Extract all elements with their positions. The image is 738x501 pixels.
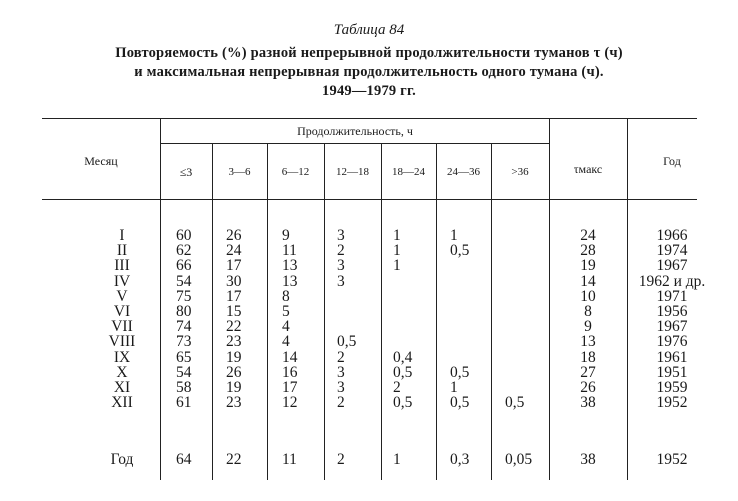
table-row-month: III — [114, 257, 130, 275]
table-row-value: 23 — [226, 394, 242, 412]
table-row-month: I — [119, 227, 125, 244]
table-row-tmax: 10 — [580, 287, 596, 305]
table-row-value: 0,5 — [337, 333, 357, 351]
table-caption: Таблица 84 — [333, 22, 405, 38]
table-row-tmax: 8 — [584, 303, 592, 320]
table-row-value: 8 — [282, 287, 290, 305]
table-row-value: 73 — [176, 333, 192, 351]
table-row-tmax: 38 — [580, 394, 596, 412]
table-row-value: 65 — [176, 348, 192, 366]
table-row-value: 13 — [282, 257, 298, 275]
table-row-value: 19 — [226, 348, 242, 366]
table-row-value: 61 — [176, 394, 192, 412]
table-row-value: 54 — [176, 363, 192, 381]
table-row-month: II — [116, 242, 128, 260]
table-row-tmax: 18 — [580, 348, 596, 366]
table-row-value: 54 — [176, 272, 192, 290]
table-row-value: 4 — [282, 318, 290, 336]
total-row-value: 11 — [282, 451, 297, 468]
total-row-tmax: 38 — [580, 451, 596, 468]
total-row-value: 22 — [226, 451, 242, 468]
table-row-value: 15 — [226, 303, 242, 320]
table-row-tmax: 19 — [580, 257, 596, 275]
table-row-year: 1962 и др. — [638, 272, 706, 290]
header-duration-7: >36 — [511, 166, 529, 178]
header-tmax: τмакс — [573, 162, 603, 176]
table-row-value: 80 — [176, 303, 192, 320]
header-duration-6: 24—36 — [447, 166, 480, 178]
table-row-value: 3 — [337, 272, 345, 290]
total-row-value: 2 — [337, 451, 345, 468]
table-row-year: 1961 — [656, 348, 688, 366]
table-row-value: 4 — [282, 333, 290, 351]
table-row-value: 11 — [282, 242, 297, 260]
table-row-value: 1 — [450, 227, 458, 244]
table-row-value: 26 — [226, 227, 242, 244]
table-row-year: 1952 — [656, 394, 688, 412]
table-row-value: 2 — [337, 394, 345, 412]
table-row-value: 1 — [393, 242, 401, 260]
table-row-value: 5 — [282, 303, 290, 320]
table-row-value: 58 — [176, 379, 192, 396]
table-row-value: 0,5 — [393, 394, 413, 412]
col-rule-4 — [324, 143, 325, 480]
header-bottom-rule — [42, 199, 697, 200]
table-top-rule — [42, 118, 697, 119]
header-duration-3: 6—12 — [281, 166, 310, 178]
total-row-value: 1 — [393, 451, 401, 468]
table-row-value: 3 — [337, 363, 345, 381]
table-row-value: 17 — [282, 379, 298, 396]
header-duration-4: 12—18 — [336, 166, 369, 178]
table-title — [0, 44, 738, 101]
table-row-value: 1 — [393, 227, 401, 244]
table-row-tmax: 28 — [580, 242, 596, 260]
table-row-value: 24 — [226, 242, 242, 260]
table-row-tmax: 13 — [580, 333, 596, 351]
title-line-1: Повторяемость (%) разной непрерывной продолжительности туманов τ (ч) — [115, 45, 623, 61]
table-row-value: 3 — [337, 227, 345, 244]
table-row-year: 1951 — [656, 363, 688, 381]
col-rule-3 — [267, 143, 268, 480]
table-row-value: 75 — [176, 287, 192, 305]
table-row-value: 66 — [176, 257, 192, 275]
table-row-value: 3 — [337, 379, 345, 396]
table-row-value: 26 — [226, 363, 242, 381]
header-month: Месяц — [84, 154, 118, 168]
table-row-value: 60 — [176, 227, 192, 244]
table-row-year: 1974 — [656, 242, 688, 260]
total-row-value: 64 — [176, 451, 192, 468]
col-rule-9 — [627, 118, 628, 480]
total-row-value: 0,3 — [450, 451, 470, 468]
table-row-value: 19 — [226, 379, 242, 396]
table-row-tmax: 26 — [580, 379, 596, 396]
table-row-value: 0,5 — [450, 394, 470, 412]
table-row-value: 0,4 — [393, 348, 413, 366]
table-row-value: 23 — [226, 333, 242, 351]
table-row-value: 1 — [450, 379, 458, 396]
table-row-value: 74 — [176, 318, 192, 336]
table-row-month: VI — [113, 303, 131, 320]
col-rule-7 — [491, 143, 492, 480]
header-duration-2: 3—6 — [228, 166, 251, 178]
table-row-value: 13 — [282, 272, 298, 290]
header-duration-group: Продолжительность, ч — [297, 124, 413, 138]
table-row-value: 17 — [226, 257, 242, 275]
table-row-year: 1967 — [656, 257, 688, 275]
header-duration-1: ≤3 — [179, 165, 193, 179]
table-row-month: IX — [113, 348, 131, 366]
table-row-month: V — [116, 287, 128, 305]
table-row-value: 0,5 — [450, 363, 470, 381]
table-row-value: 17 — [226, 287, 242, 305]
col-rule-2 — [212, 143, 213, 480]
table-row-tmax: 9 — [584, 318, 592, 336]
table-row-value: 12 — [282, 394, 298, 412]
table-row-month: VII — [111, 318, 133, 336]
table-row-tmax: 14 — [580, 272, 596, 290]
table-row-month: XII — [111, 394, 133, 412]
table-row-tmax: 24 — [580, 227, 596, 244]
table-row-year: 1967 — [656, 318, 688, 336]
table-row-value: 16 — [282, 363, 298, 381]
table-row-year: 1956 — [656, 303, 688, 320]
table-row-value: 62 — [176, 242, 192, 260]
table-row-year: 1959 — [656, 379, 688, 396]
title-line-2: и максимальная непрерывная продолжительность одного тумана (ч). — [134, 64, 604, 80]
table-row-month: VIII — [108, 333, 136, 351]
table-row-value: 22 — [226, 318, 242, 336]
table-row-value: 0,5 — [450, 242, 470, 260]
table-row-value: 2 — [337, 242, 345, 260]
total-row-year: 1952 — [656, 451, 688, 468]
col-rule-5 — [381, 143, 382, 480]
col-rule-6 — [436, 143, 437, 480]
title-line-3: 1949—1979 гг. — [322, 83, 416, 99]
table-row-month: X — [116, 363, 128, 381]
table-row-value: 1 — [393, 257, 401, 275]
total-row-value: 0,05 — [505, 451, 533, 468]
table-row-value: 2 — [337, 348, 345, 366]
table-row-value: 30 — [226, 272, 242, 290]
header-duration-5: 18—24 — [392, 166, 425, 178]
header-year: Год — [663, 154, 681, 168]
table-row-year: 1966 — [656, 227, 688, 244]
table-row-month: XI — [113, 379, 131, 396]
table-row-value: 0,5 — [505, 394, 525, 412]
table-row-month: IV — [113, 272, 131, 290]
table-row-tmax: 27 — [580, 363, 596, 381]
table-row-value: 9 — [282, 227, 290, 244]
table-row-value: 0,5 — [393, 363, 413, 381]
total-row-month: Год — [110, 451, 134, 468]
table-row-value: 3 — [337, 257, 345, 275]
table-row-year: 1971 — [656, 287, 688, 305]
table-row-value: 14 — [282, 348, 298, 366]
table-row-year: 1976 — [656, 333, 688, 351]
table-row-value: 2 — [393, 379, 401, 396]
